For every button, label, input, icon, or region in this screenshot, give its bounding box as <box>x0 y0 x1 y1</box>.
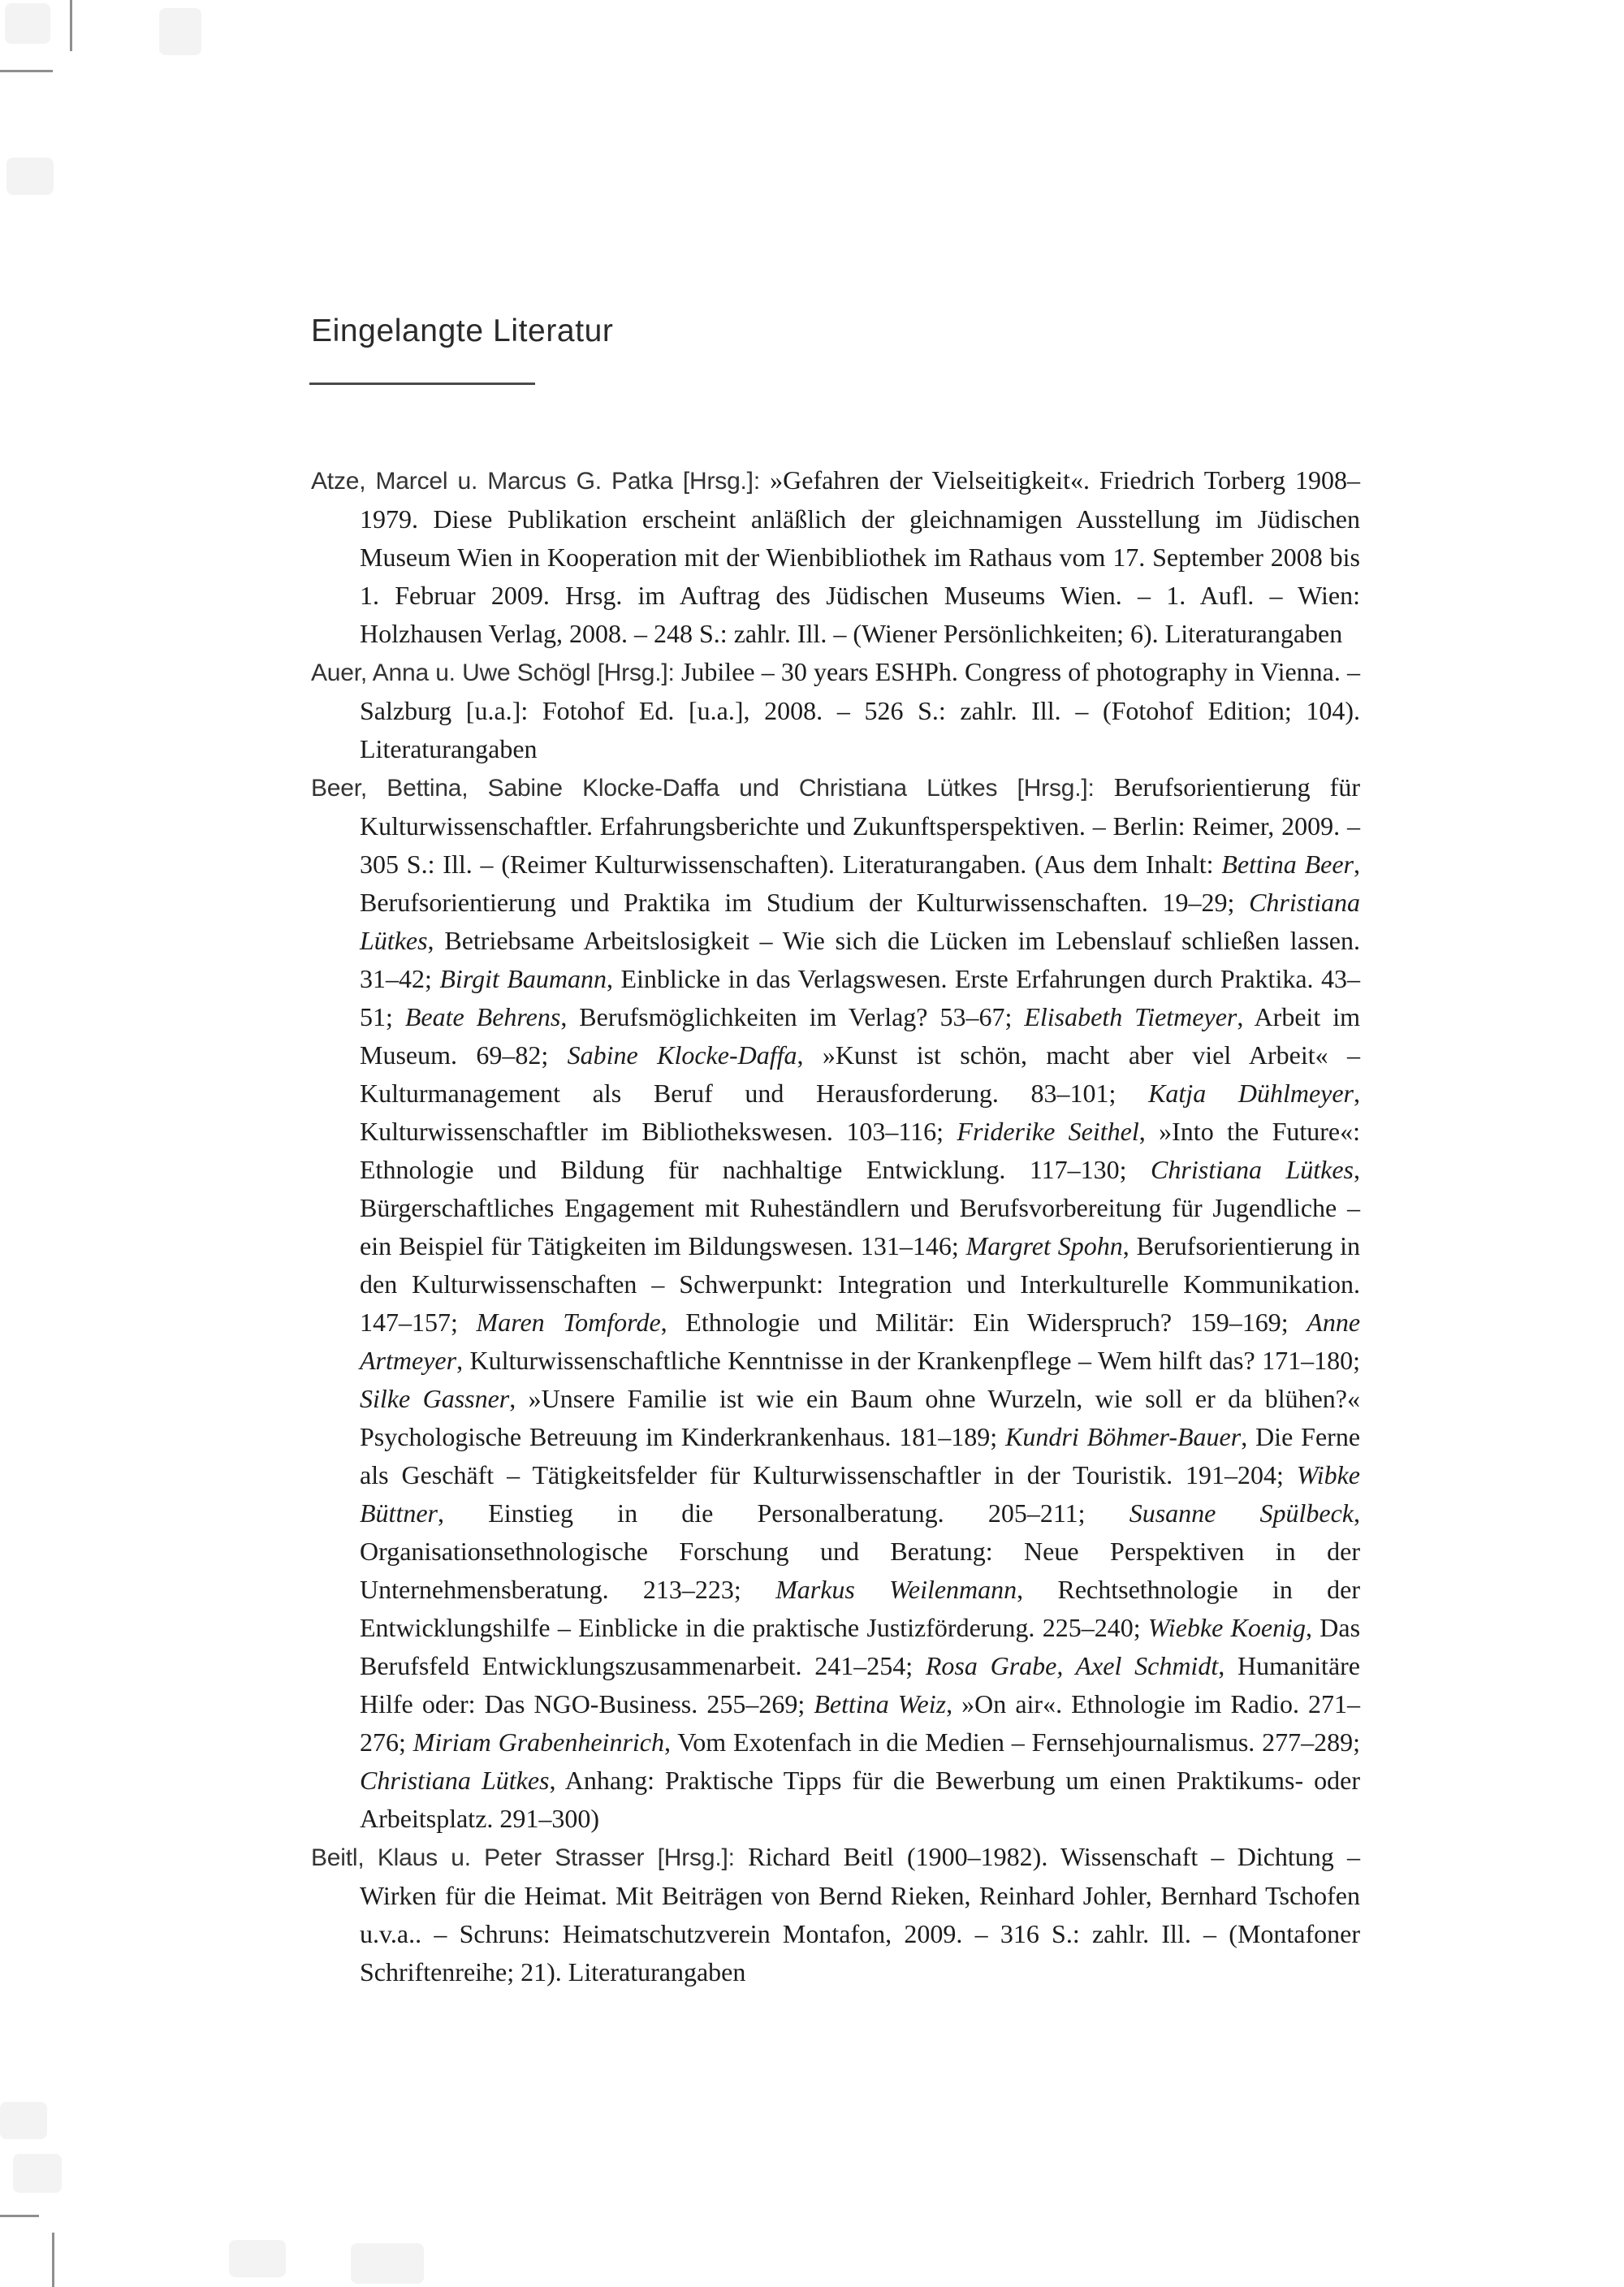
entry-text: »Gefahren der Vielseitigkeit«. Friedrich Torberg 1908–1979. Diese Publikation erscheint anläßlich der gleichnamigen Ausstellung im Jüdischen Museum Wien in Kooperation mit der Wienbibliothek im Rathaus vom 17. September 2008 bis 1. Februar 2009. Hrsg. im Auftrag des Jüdischen Museums Wien. – 1. Aufl. – Wien: Holzhausen Verlag, 2008. – 248 S.: zahlr. Ill. – (Wiener Persönlichkeiten; 6). Literaturangaben <box>360 465 1361 648</box>
scan-smudge <box>159 8 201 55</box>
contributor-name: Christiana Lütkes <box>1151 1155 1354 1184</box>
entry-list <box>311 461 1360 1991</box>
contributor-name: Susanne Spülbeck <box>1129 1498 1354 1528</box>
entry-text: , Kulturwissenschaftler im Bibliothekswesen. 103–116; <box>360 1079 1361 1146</box>
entry-text: , Vom Exotenfach in die Medien – Fernsehjournalismus. 277–289; <box>663 1727 1360 1757</box>
bibliography-entry <box>311 461 1360 653</box>
bibliography-entry <box>311 653 1360 768</box>
entry-text: , Bürgerschaftliches Engagement mit Ruheständlern und Berufsvorbereitung für Jugendliche – ein Beispiel für Tätigkeiten im Bildungswesen. 131–146; <box>360 1155 1361 1260</box>
contributor-name: Silke Gassner <box>360 1384 510 1413</box>
contributor-name: Christiana Lütkes <box>360 888 1360 955</box>
crop-mark-top-left-vertical <box>70 0 72 51</box>
entry-text: , Einstieg in die Personalberatung. 205–211; <box>437 1498 1129 1528</box>
entry-text: , Die Ferne als Geschäft – Tätigkeitsfelder für Kulturwissenschaftler in der Touristik. 191–204; <box>360 1422 1361 1489</box>
contributor-name: Margret Spohn <box>965 1231 1123 1260</box>
contributor-name: Wiebke Koenig <box>1147 1613 1306 1642</box>
scan-smudge <box>229 2240 286 2277</box>
entry-text: Berufsorientierung für Kulturwissenschaftler. Erfahrungsberichte und Zukunftsperspektiven. – Berlin: Reimer, 2009. – 305 S.: Ill. – (Reimer Kulturwissenschaften). Literaturangaben. (Aus dem Inhalt: <box>360 772 1360 879</box>
contributor-name: Markus Weilenmann <box>775 1575 1017 1604</box>
entry-text: , Berufsorientierung und Praktika im Studium der Kulturwissenschaften. 19–29; <box>360 850 1361 917</box>
contributor-name: Bettina Beer <box>1221 850 1354 879</box>
bibliography-entry <box>311 768 1360 1838</box>
entry-author-heading: Atze, Marcel u. Marcus G. Patka [Hrsg.]: <box>311 468 771 495</box>
entry-author-heading: Beitl, Klaus u. Peter Strasser [Hrsg.]: <box>311 1844 749 1871</box>
scan-smudge <box>13 2154 62 2193</box>
bibliography-entry <box>311 1838 1360 1991</box>
entry-text: Jubilee – 30 years ESHPh. Congress of photography in Vienna. – Salzburg [u.a.]: Fotohof Ed. [u.a.], 2008. – 526 S.: zahlr. Ill. – (Fotohof Edition; 104). Literaturangaben <box>360 657 1361 763</box>
contributor-name: Miriam Grabenheinrich <box>412 1727 664 1757</box>
entry-text: , »Into the Future«: Ethnologie und Bildung für nachhaltige Entwicklung. 117–130; <box>360 1117 1361 1184</box>
crop-mark-bottom-left-vertical <box>52 2233 54 2287</box>
entry-author-heading: Beer, Bettina, Sabine Klocke-Daffa und Christiana Lütkes [Hrsg.]: <box>311 775 1114 802</box>
entry-text: , Kulturwissenschaftliche Kenntnisse in der Krankenpflege – Wem hilft das? 171–180; <box>456 1346 1360 1375</box>
entry-text: , »Kunst ist schön, macht aber viel Arbeit« – Kulturmanagement als Beruf und Herausforderung. 83–101; <box>360 1040 1361 1108</box>
entry-text: Richard Beitl (1900–1982). Wissenschaft – Dichtung – Wirken für die Heimat. Mit Beiträgen von Bernd Rieken, Reinhard Johler, Bernhard Tschofen u.v.a.. – Schruns: Heimatschutzverein Montafon, 2009. – 316 S.: zahlr. Ill. – (Montafoner Schriftenreihe; 21). Literaturangaben <box>360 1842 1361 1987</box>
page-title: Eingelangte Literatur <box>311 313 614 348</box>
entry-text: , Humanitäre Hilfe oder: Das NGO-Business. 255–269; <box>360 1651 1361 1718</box>
contributor-name: Katja Dühlmeyer <box>1148 1079 1354 1108</box>
contributor-name: Christiana Lütkes <box>360 1766 550 1795</box>
contributor-name: Beate Behrens <box>404 1002 561 1031</box>
scan-smudge <box>5 3 50 44</box>
contributor-name: Elisabeth Tietmeyer <box>1024 1002 1237 1031</box>
entry-text: , Betriebsame Arbeitslosigkeit – Wie sich die Lücken im Lebenslauf schließen lassen. 31–42; <box>360 926 1360 993</box>
contributor-name: Rosa Grabe, Axel Schmidt <box>925 1651 1219 1680</box>
entry-text: , Berufsmöglichkeiten im Verlag? 53–67; <box>560 1002 1025 1031</box>
contributor-name: Sabine Klocke-Daffa <box>567 1040 797 1070</box>
scan-smudge <box>0 2102 47 2139</box>
entry-text: , Rechtsethnologie in der Entwicklungshilfe – Einblicke in die praktische Justizförderung. 225–240; <box>360 1575 1361 1642</box>
contributor-name: Birgit Baumann <box>439 964 607 993</box>
entry-text: , Anhang: Praktische Tipps für die Bewerbung um einen Praktikums- oder Arbeitsplatz. 291–300) <box>360 1766 1361 1833</box>
entry-text: , Ethnologie und Militär: Ein Widerspruch? 159–169; <box>660 1308 1307 1337</box>
entry-text: , »Unsere Familie ist wie ein Baum ohne Wurzeln, wie soll er da blühen?« Psychologische Betreuung im Kinderkrankenhaus. 181–189; <box>360 1384 1361 1451</box>
crop-mark-top-left-horizontal <box>0 70 53 72</box>
scan-smudge <box>351 2243 424 2284</box>
entry-author-heading: Auer, Anna u. Uwe Schögl [Hrsg.]: <box>311 659 681 686</box>
entry-text: , Einblicke in das Verlagswesen. Erste Erfahrungen durch Praktika. 43–51; <box>360 964 1361 1031</box>
scan-smudge <box>6 158 54 195</box>
contributor-name: Wibke Büttner <box>360 1460 1360 1528</box>
contributor-name: Anne Artmeyer <box>360 1308 1361 1375</box>
contributor-name: Maren Tomforde <box>476 1308 661 1337</box>
entry-text: , Berufsorientierung in den Kulturwissenschaften – Schwerpunkt: Integration und Interkulturelle Kommunikation. 147–157; <box>360 1231 1361 1337</box>
title-underline-rule <box>309 383 535 385</box>
contributor-name: Friderike Seithel <box>957 1117 1139 1146</box>
entry-text: , Organisationsethnologische Forschung und Beratung: Neue Perspektiven in der Unternehmensberatung. 213–223; <box>360 1498 1361 1604</box>
contributor-name: Kundri Böhmer-Bauer <box>1005 1422 1242 1451</box>
entry-text: , Das Berufsfeld Entwicklungszusammenarbeit. 241–254; <box>360 1613 1361 1680</box>
entry-text: , »On air«. Ethnologie im Radio. 271–276; <box>360 1689 1361 1757</box>
crop-mark-bottom-left-horizontal <box>0 2215 39 2217</box>
entry-text: , Arbeit im Museum. 69–82; <box>360 1002 1361 1070</box>
contributor-name: Bettina Weiz <box>814 1689 947 1718</box>
